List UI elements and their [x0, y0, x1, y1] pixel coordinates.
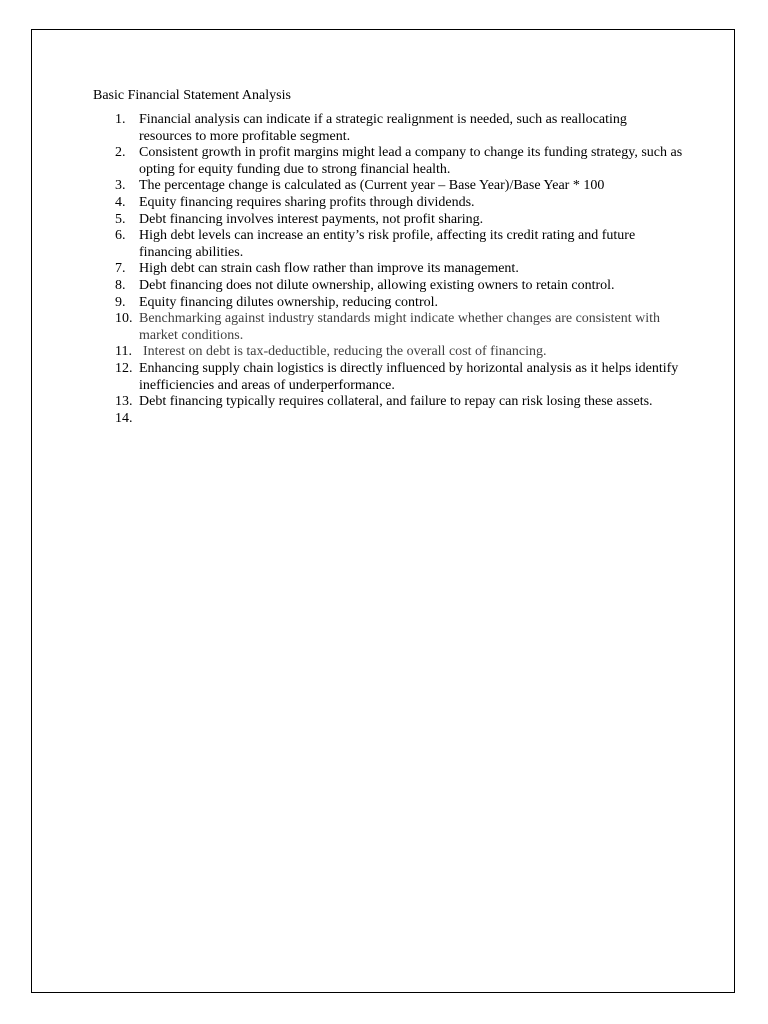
list-item-number: 3. — [115, 178, 126, 194]
list-item — [93, 178, 683, 195]
list-item-text: Equity financing dilutes ownership, reducing control. — [139, 294, 438, 310]
list-item-number: 12. — [115, 360, 133, 376]
list-item-text: The percentage change is calculated as (Current year – Base Year)/Base Year * 100 — [139, 178, 605, 194]
list-item-number: 2. — [115, 145, 126, 161]
list-item — [93, 261, 683, 278]
list-item-number: 9. — [115, 294, 126, 310]
list-item — [93, 394, 683, 411]
list-item-text: Benchmarking against industry standards might indicate whether changes are consistent with market conditions. — [139, 311, 660, 343]
list-item — [93, 145, 683, 178]
list-item-number: 7. — [115, 261, 126, 277]
list-item — [93, 311, 683, 344]
list-item — [93, 212, 683, 229]
list-item — [93, 195, 683, 212]
list-item-text: Debt financing typically requires collateral, and failure to repay can risk losing these assets. — [139, 394, 653, 410]
list-item — [93, 228, 683, 261]
list-item-text: Equity financing requires sharing profits through dividends. — [139, 194, 475, 210]
list-item-number: 13. — [115, 394, 133, 410]
list-item-number: 5. — [115, 211, 126, 227]
numbered-list — [93, 112, 683, 427]
list-item-text: Enhancing supply chain logistics is directly influenced by horizontal analysis as it helps identify inefficiencies and areas of underperformance. — [139, 360, 679, 393]
document-page — [31, 29, 735, 993]
list-item — [93, 344, 683, 361]
list-item-number: 8. — [115, 277, 126, 293]
list-item — [93, 112, 683, 145]
list-item-text: High debt levels can increase an entity’s risk profile, affecting its credit rating and future financing abilities. — [139, 228, 636, 260]
list-item-text: Interest on debt is tax-deductible, reducing the overall cost of financing. — [143, 344, 547, 360]
list-item-number: 14. — [115, 410, 133, 426]
list-item-text: Debt financing involves interest payments, not profit sharing. — [139, 211, 484, 227]
list-item-text: High debt can strain cash flow rather than improve its management. — [139, 261, 519, 277]
list-item-number: 6. — [115, 228, 126, 244]
document-title: Basic Financial Statement Analysis — [93, 88, 291, 103]
list-item-number: 11. — [115, 344, 132, 360]
list-item-number: 1. — [115, 112, 126, 127]
list-item-text: Debt financing does not dilute ownership, allowing existing owners to retain control. — [139, 277, 615, 293]
list-item — [93, 411, 683, 428]
list-item-number: 10. — [115, 311, 133, 327]
list-item — [93, 278, 683, 295]
list-item — [93, 295, 683, 312]
list-item-number: 4. — [115, 194, 126, 210]
list-item-text: Financial analysis can indicate if a strategic realignment is needed, such as reallocating resources to more profitable segment. — [139, 112, 627, 144]
list-item — [93, 361, 683, 394]
list-item-text: Consistent growth in profit margins might lead a company to change its funding strategy, such as opting for equity funding due to strong financial health. — [139, 145, 683, 177]
